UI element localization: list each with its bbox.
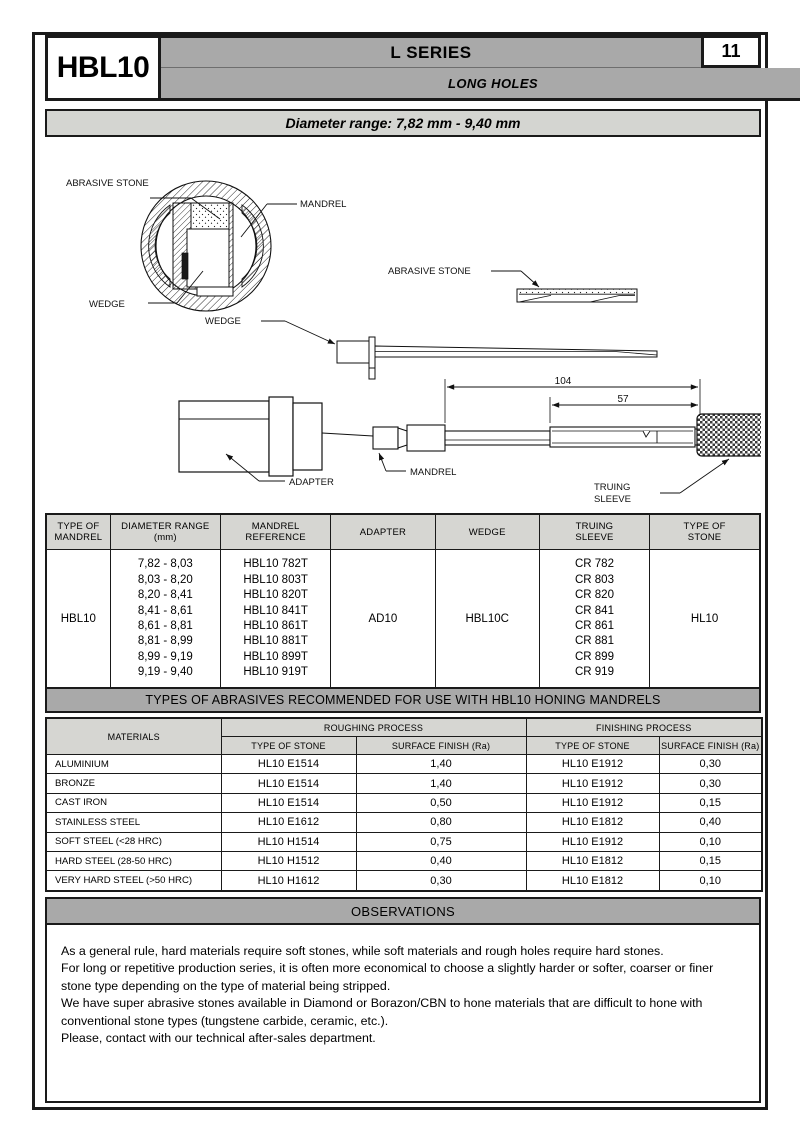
table-row — [46, 832, 762, 851]
table-row — [46, 813, 762, 832]
mandrel-reference-item: HBL10 803T — [243, 573, 308, 586]
sleeve-list — [540, 557, 649, 680]
cross-section-diagram — [141, 181, 271, 311]
truing-sleeve-item: CR 881 — [574, 635, 614, 648]
diameter-range-text: Diameter range: 7,82 mm - 9,40 mm — [285, 115, 521, 131]
finish-type-of-stone: HL10 E1912 — [526, 793, 659, 812]
abrasives-banner-text: TYPES OF ABRASIVES RECOMMENDED FOR USE WITH HBL10 HONING MANDRELS — [145, 693, 661, 707]
observation-line-1: As a general rule, hard materials require soft stones, while soft materials and rough holes require hard stones. — [61, 944, 664, 958]
mandrel-reference-item: HBL10 899T — [243, 650, 308, 663]
th-rough-surface-finish: SURFACE FINISH (Ra) — [356, 737, 526, 755]
material-name: SOFT STEEL (<28 HRC) — [46, 832, 221, 851]
cell-type-of-mandrel: HBL10 — [46, 550, 110, 690]
material-name: HARD STEEL (28-50 HRC) — [46, 851, 221, 870]
diameter-range-item: 8,81 - 8,99 — [137, 635, 193, 648]
truing-sleeve-item: CR 861 — [574, 620, 614, 632]
th-diameter-range: DIAMETER RANGE (mm) — [110, 514, 220, 550]
mandrel-reference-item: HBL10 861T — [243, 620, 308, 632]
finish-surface-finish: 0,10 — [659, 871, 762, 891]
mandrel-table-header-row — [46, 514, 760, 550]
cell-wedge: HBL10C — [435, 550, 539, 690]
abrasives-table — [45, 717, 763, 892]
material-name: ALUMINIUM — [46, 755, 221, 774]
table-row — [46, 851, 762, 870]
rough-type-of-stone: HL10 H1612 — [221, 871, 356, 891]
th-finish-type-of-stone: TYPE OF STONE — [526, 737, 659, 755]
series-title-bar — [161, 35, 701, 68]
mandrel-reference-item: HBL10 841T — [243, 604, 308, 617]
rough-surface-finish: 0,75 — [356, 832, 526, 851]
subtitle: LONG HOLES — [448, 75, 538, 91]
rough-surface-finish: 0,40 — [356, 851, 526, 870]
observation-line-4: Please, contact with our technical after-sales department. — [61, 1031, 376, 1046]
label-truing-sleeve-2: SLEEVE — [594, 494, 631, 503]
mandrel-reference-table — [45, 513, 761, 690]
finish-type-of-stone: HL10 E1812 — [526, 813, 659, 832]
th-wedge: WEDGE — [435, 514, 539, 550]
rough-type-of-stone: HL10 E1612 — [221, 813, 356, 832]
rough-surface-finish: 1,40 — [356, 774, 526, 793]
rough-type-of-stone: HL10 E1514 — [221, 793, 356, 812]
product-code-box — [45, 35, 161, 101]
technical-drawing — [45, 141, 761, 503]
label-mandrel-profile: MANDREL — [410, 467, 457, 478]
abrasives-banner — [45, 687, 761, 713]
label-adapter: ADAPTER — [289, 477, 334, 488]
material-name: STAINLESS STEEL — [46, 813, 221, 832]
dimension-lines — [445, 379, 700, 423]
mandrel-assembly — [322, 425, 701, 451]
label-wedge-section: WEDGE — [89, 299, 125, 310]
mandrel-reference-item: HBL10 919T — [243, 666, 308, 679]
rough-surface-finish: 0,80 — [356, 813, 526, 832]
finish-type-of-stone: HL10 E1912 — [526, 774, 659, 793]
datasheet-page — [32, 32, 768, 1110]
abrasive-stone-profile — [517, 289, 637, 302]
diameter-range-item: 8,41 - 8,61 — [137, 604, 193, 617]
label-mandrel-section: MANDREL — [300, 199, 347, 210]
finish-surface-finish: 0,10 — [659, 832, 762, 851]
label-wedge-profile: WEDGE — [205, 316, 241, 327]
truing-sleeve-item: CR 782 — [574, 558, 614, 571]
table-row — [46, 793, 762, 812]
finish-type-of-stone: HL10 E1912 — [526, 832, 659, 851]
subtitle-bar — [161, 68, 800, 101]
abrasives-group-header-row — [46, 718, 762, 737]
abrasives-table-body — [46, 755, 762, 891]
th-type-of-mandrel: TYPE OF MANDREL — [46, 514, 110, 550]
th-finishing-process: FINISHING PROCESS — [526, 718, 762, 737]
rough-surface-finish: 0,50 — [356, 793, 526, 812]
observations-banner-text: OBSERVATIONS — [350, 903, 455, 919]
th-rough-type-of-stone: TYPE OF STONE — [221, 737, 356, 755]
truing-sleeve-body — [697, 414, 761, 456]
table-row — [46, 774, 762, 793]
truing-sleeve-item: CR 803 — [574, 573, 614, 586]
series-title: L SERIES — [390, 42, 472, 62]
dimension-inner: 57 — [617, 394, 629, 405]
page-number: 11 — [721, 41, 741, 61]
cell-type-of-stone: HL10 — [650, 550, 760, 690]
truing-sleeve-item: CR 820 — [574, 589, 614, 602]
th-finish-surface-finish: SURFACE FINISH (Ra) — [659, 737, 762, 755]
mandrel-reference-item: HBL10 881T — [243, 635, 308, 648]
table-row — [46, 871, 762, 891]
finish-surface-finish: 0,15 — [659, 793, 762, 812]
wedge-profile — [337, 337, 657, 379]
finish-type-of-stone: HL10 E1812 — [526, 851, 659, 870]
rough-surface-finish: 1,40 — [356, 755, 526, 774]
product-code: HBL10 — [56, 51, 150, 84]
th-roughing-process: ROUGHING PROCESS — [221, 718, 526, 737]
observation-line-3: We have super abrasive stones available in Diamond or Borazon/CBN to hone materials that are difficult to hone with conventional stone types (tungstene carbide, ceramic, etc.). — [61, 996, 703, 1028]
label-abrasive-stone-profile: ABRASIVE STONE — [388, 266, 471, 277]
diameter-range-item: 7,82 - 8,03 — [137, 558, 193, 571]
observations-body — [45, 925, 761, 1103]
mandrel-reference-item: HBL10 820T — [243, 589, 308, 602]
finish-type-of-stone: HL10 E1912 — [526, 755, 659, 774]
th-type-of-stone: TYPE OF STONE — [650, 514, 760, 550]
truing-sleeve-item: CR 841 — [574, 604, 614, 617]
material-name: VERY HARD STEEL (>50 HRC) — [46, 871, 221, 891]
rough-type-of-stone: HL10 H1514 — [221, 832, 356, 851]
mandrel-reference-item: HBL10 782T — [243, 558, 308, 571]
finish-surface-finish: 0,30 — [659, 755, 762, 774]
diameter-range-item: 8,61 - 8,81 — [137, 620, 193, 632]
label-truing-sleeve-1: TRUING — [594, 482, 631, 493]
finish-surface-finish: 0,40 — [659, 813, 762, 832]
reference-list — [221, 557, 330, 680]
cell-diameter-ranges — [110, 550, 220, 690]
th-truing-sleeve: TRUING SLEEVE — [539, 514, 649, 550]
table-row — [46, 755, 762, 774]
diameter-range-band — [45, 109, 761, 137]
label-abrasive-stone-section: ABRASIVE STONE — [66, 178, 149, 189]
finish-surface-finish: 0,30 — [659, 774, 762, 793]
diameter-range-item: 8,99 - 9,19 — [137, 650, 193, 663]
observation-line-2: For long or repetitive production series, it is often more economical to choose a slightly harder or softer, coarser or finer stone type depending on the type of material being stripped. — [61, 961, 714, 993]
page-header — [35, 35, 765, 103]
page-number-box — [701, 35, 761, 68]
rough-type-of-stone: HL10 H1512 — [221, 851, 356, 870]
observations-banner — [45, 897, 761, 925]
diameter-list — [111, 557, 220, 680]
cell-adapter: AD10 — [331, 550, 435, 690]
mandrel-table-body-row — [46, 550, 760, 690]
diameter-range-item: 8,03 - 8,20 — [137, 573, 193, 586]
th-mandrel-reference: MANDREL REFERENCE — [220, 514, 330, 550]
finish-surface-finish: 0,15 — [659, 851, 762, 870]
dimension-overall: 104 — [554, 376, 572, 387]
diameter-range-item: 9,19 - 9,40 — [137, 666, 193, 679]
diameter-range-item: 8,20 - 8,41 — [137, 589, 193, 602]
material-name: CAST IRON — [46, 793, 221, 812]
truing-sleeve-item: CR 899 — [574, 650, 614, 663]
rough-surface-finish: 0,30 — [356, 871, 526, 891]
th-materials: MATERIALS — [46, 718, 221, 755]
rough-type-of-stone: HL10 E1514 — [221, 774, 356, 793]
finish-type-of-stone: HL10 E1812 — [526, 871, 659, 891]
rough-type-of-stone: HL10 E1514 — [221, 755, 356, 774]
truing-sleeve-item: CR 919 — [574, 666, 614, 679]
cell-truing-sleeves — [539, 550, 649, 690]
material-name: BRONZE — [46, 774, 221, 793]
cell-mandrel-references — [220, 550, 330, 690]
th-adapter: ADAPTER — [331, 514, 435, 550]
adapter-body — [179, 397, 322, 476]
